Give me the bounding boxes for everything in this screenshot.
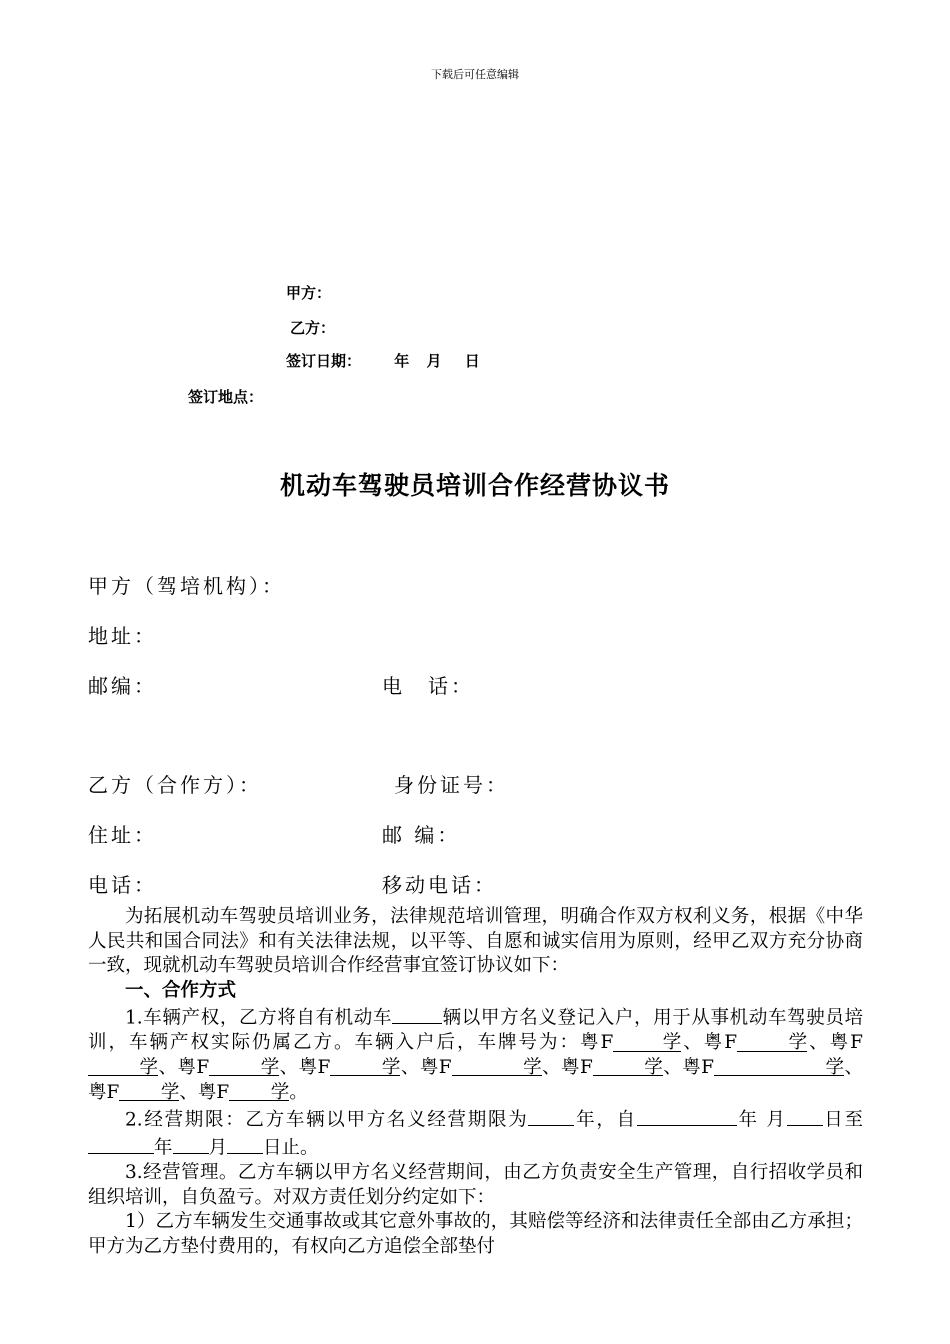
plate-number-blank xyxy=(88,1056,158,1076)
cover-party-a-label: 甲方： xyxy=(286,284,332,302)
page-header-note: 下载后可任意编辑 xyxy=(431,68,519,81)
sign-date-label: 签订日期： xyxy=(286,352,362,370)
plate-number-blank xyxy=(209,1056,279,1076)
party-a-name-label: 甲方（驾培机构）： xyxy=(88,574,285,598)
clause-1-text-a: 1.车辆产权，乙方将自有机动车 xyxy=(125,1007,393,1029)
end-year-blank xyxy=(88,1133,154,1153)
plate-prefix: 粤F xyxy=(579,1032,614,1054)
plate-number-blank xyxy=(119,1081,179,1101)
document-title: 机动车驾驶员培训合作经营协议书 xyxy=(279,471,670,500)
plate-prefix: 粤F xyxy=(682,1056,715,1078)
plate-number-blank xyxy=(714,1056,844,1076)
plate-suffix: 学 xyxy=(381,1056,401,1078)
plate-number-blank xyxy=(737,1031,808,1054)
start-year-blank xyxy=(637,1105,737,1125)
party-b-id-label: 身份证号： xyxy=(394,773,509,797)
plate-prefix: 粤F xyxy=(177,1056,210,1078)
plate-prefix: 粤F xyxy=(829,1032,863,1054)
clause-2 xyxy=(88,1105,863,1161)
party-b-address-label: 住址： xyxy=(88,823,157,847)
plate-number-blank xyxy=(229,1081,289,1101)
clause-2-text-b: 年，自 xyxy=(574,1109,637,1131)
separator: 、 xyxy=(179,1081,198,1103)
plate-suffix: 学 xyxy=(160,1081,180,1103)
party-a-address-label: 地址： xyxy=(88,624,157,648)
sign-date-day: 日 xyxy=(464,352,480,370)
plate-suffix: 学 xyxy=(825,1056,845,1078)
sign-date-month: 月 xyxy=(426,352,442,370)
agreement-body xyxy=(88,905,863,1260)
party-b-postcode-label: 邮 编： xyxy=(382,823,461,847)
clause-2-text-c: 年 xyxy=(736,1109,759,1131)
party-a-phone-label: 电 话： xyxy=(382,674,474,698)
cover-party-b-label: 乙方： xyxy=(290,319,336,337)
clause-1-text-b: 辆以甲方名义登记入户，用于从事机动车驾驶员培训，车辆产权实际仍属乙方。车辆入户后，车牌号为： xyxy=(88,1007,863,1054)
party-a-postcode-label: 邮编： xyxy=(88,674,157,698)
clause-2-text-e: 日至 xyxy=(822,1109,863,1131)
intro-paragraph: 为拓展机动车驾驶员培训业务，法律规范培训管理，明确合作双方权利义务，根据《中华人民共和国合同法》和有关法律法规，以平等、自愿和诚实信用为原则，经甲乙双方充分协商一致，现就机动车驾驶员培训合作经营事宜签订协议如下： xyxy=(88,906,863,977)
separator: 、 xyxy=(541,1056,562,1078)
party-b-name-label: 乙方（合作方）： xyxy=(88,773,262,797)
separator: 、 xyxy=(807,1032,830,1054)
cover-sign-date xyxy=(286,350,480,371)
clause-2-text-h: 日止。 xyxy=(263,1137,319,1159)
party-b-mobile-label: 移动电话： xyxy=(382,873,497,897)
plate-suffix: 学 xyxy=(523,1056,542,1078)
plate-suffix: 学 xyxy=(788,1032,808,1054)
end-month-blank xyxy=(173,1133,209,1153)
separator: 、 xyxy=(158,1056,178,1078)
separator: 、 xyxy=(844,1056,863,1078)
plate-suffix: 学 xyxy=(662,1032,682,1054)
plate-suffix: 学 xyxy=(644,1056,663,1078)
sign-date-year: 年 xyxy=(394,352,410,370)
plate-suffix: 学 xyxy=(270,1081,290,1103)
plate-prefix: 粤F xyxy=(88,1081,120,1103)
section-1-title: 一、合作方式 xyxy=(125,979,237,1001)
plate-suffix: 学 xyxy=(260,1056,280,1078)
plate-number-blank xyxy=(452,1056,542,1076)
party-b-phone-label: 电话： xyxy=(88,873,157,897)
clause-3-1: 1）乙方车辆发生交通事故或其它意外事故的，其赔偿等经济和法律责任全部由乙方承担；甲方为乙方垫付费用的，有权向乙方追偿全部垫付 xyxy=(88,1211,863,1257)
clause-3: 3.经营管理。乙方车辆以甲方名义经营期间，由乙方负责安全生产管理，自行招收学员和组织培训，自负盈亏。对双方责任划分约定如下： xyxy=(88,1162,863,1208)
plate-number-blank xyxy=(593,1056,663,1076)
clause-1 xyxy=(88,1003,863,1105)
plate-prefix: 粤F xyxy=(298,1056,331,1078)
clause-2-text-d: 月 xyxy=(766,1109,787,1131)
separator: 、 xyxy=(400,1056,420,1078)
separator: 、 xyxy=(662,1056,683,1078)
separator: 、 xyxy=(681,1032,704,1054)
plate-prefix: 粤F xyxy=(703,1032,738,1054)
plate-prefix: 粤F xyxy=(197,1081,230,1103)
clause-2-text-a: 2.经营期限：乙方车辆以甲方名义经营期限为 xyxy=(125,1109,529,1131)
clause-2-text-f: 年 xyxy=(154,1137,173,1159)
start-day-blank xyxy=(787,1105,823,1125)
vehicle-count-blank xyxy=(392,1003,442,1023)
cover-sign-place-label: 签订地点： xyxy=(188,388,264,406)
end-period: 。 xyxy=(289,1081,308,1103)
end-day-blank xyxy=(227,1133,263,1153)
separator: 、 xyxy=(279,1056,299,1078)
plate-prefix: 粤F xyxy=(561,1056,593,1078)
term-years-blank xyxy=(528,1105,574,1125)
clause-2-text-g: 月 xyxy=(208,1137,228,1159)
plate-suffix: 学 xyxy=(139,1056,158,1078)
plate-number-blank xyxy=(613,1031,682,1054)
plate-number-blank xyxy=(330,1056,400,1076)
plate-prefix: 粤F xyxy=(419,1056,452,1078)
